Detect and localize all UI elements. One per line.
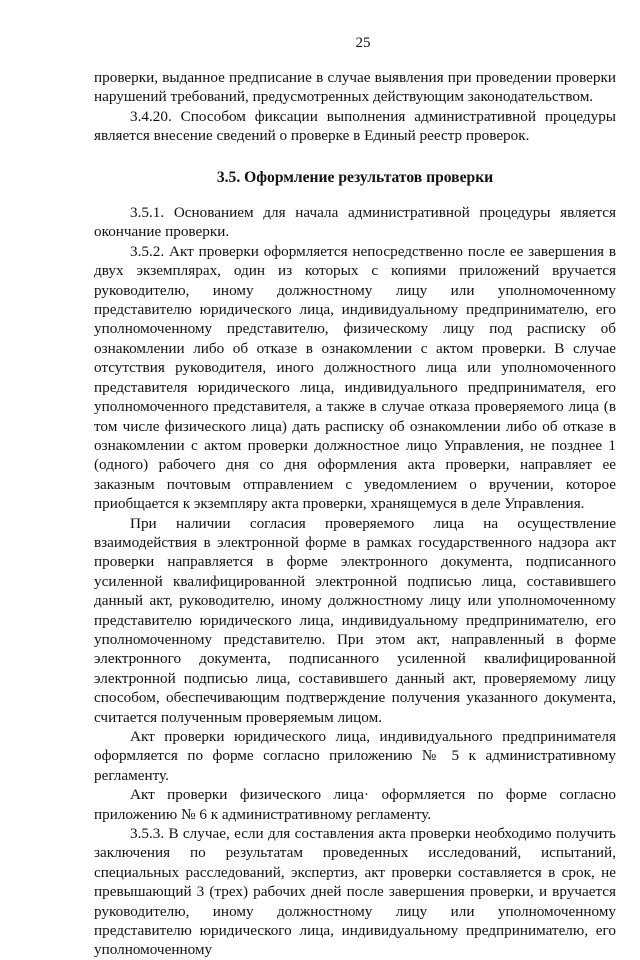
document-page	[94, 34, 616, 960]
paragraph-3-5-3: 3.5.3. В случае, если для составления акта проверки необходимо получить заключения по результатам проведенных исследований, испытаний, специальных расследований, экспертиз, акт проверки составляется в срок, не превышающий 3 (трех) рабочих дней после завершения проверки, и вручается руководителю, иному должностному лицу или уполномоченному представителю юридического лица, индивидуальному предпринимателю, его уполномоченному	[94, 825, 616, 959]
paragraph-3-5-2: 3.5.2. Акт проверки оформляется непосредственно после ее завершения в двух экземплярах, один из которых с копиями приложений вручается руководителю, иному должностному лицу или уполномоченному представителю юридического лица, индивидуальному предпринимателю, его уполномоченному представителю, физическому лицу под расписку об ознакомлении либо об отказе в ознакомлении с актом проверки. В случае отсутствия руководителя, иного должностного лица или уполномоченного представителя юридического лица, индивидуального предпринимателя, его уполномоченного представителя, а также в случае отказа проверяемого лица (в том числе физического лица) дать расписку об ознакомлении либо об отказе в ознакомлении с актом проверки должностное лицо Управления, не позднее 1 (одного) рабочего дня со дня оформления акта проверки, направляет ее заказным почтовым отправлением с уведомлением о вручении, которое приобщается к экземпляру акта проверки, хранящемуся в деле Управления.	[94, 242, 616, 513]
section-heading: 3.5. Оформление результатов проверки	[216, 168, 494, 186]
paragraph-act-legal-entity: Акт проверки юридического лица, индивидуального предпринимателя оформляется по форме согласно приложению № 5 к административному регламенту.	[94, 728, 616, 784]
paragraph-continuation: проверки, выданное предписание в случае выявления при проведении проверки нарушений требований, предусмотренных действующим законодательством.	[94, 69, 616, 106]
page-number: 25	[355, 35, 371, 51]
paragraph-electronic-form: При наличии согласия проверяемого лица на осуществление взаимодействия в электронной форме в рамках государственного надзора акт проверки направляется в форме электронного документа, подписанного усиленной квалифицированной электронной подписью лица, составившего данный акт, руководителю, иному должностному лицу или уполномоченному представителю юридического лица, индивидуальному предпринимателю, его уполномоченному представителю. При этом акт, направленный в форме электронного документа, подписанного усиленной квалифицированной электронной подписью лица, составившего данный акт, проверяемому лицу способом, обеспечивающим подтверждение получения указанного документа, считается полученным проверяемым лицом.	[94, 514, 616, 726]
paragraph-act-individual: Акт проверки физического лица· оформляется по форме согласно приложению № 6 к административному регламенту.	[94, 786, 616, 823]
paragraph-3-4-20: 3.4.20. Способом фиксации выполнения административной процедуры является внесение сведений о проверке в Единый реестр проверок.	[94, 107, 616, 145]
paragraph-3-5-1: 3.5.1. Основанием для начала административной процедуры является окончание проверки.	[94, 204, 616, 241]
